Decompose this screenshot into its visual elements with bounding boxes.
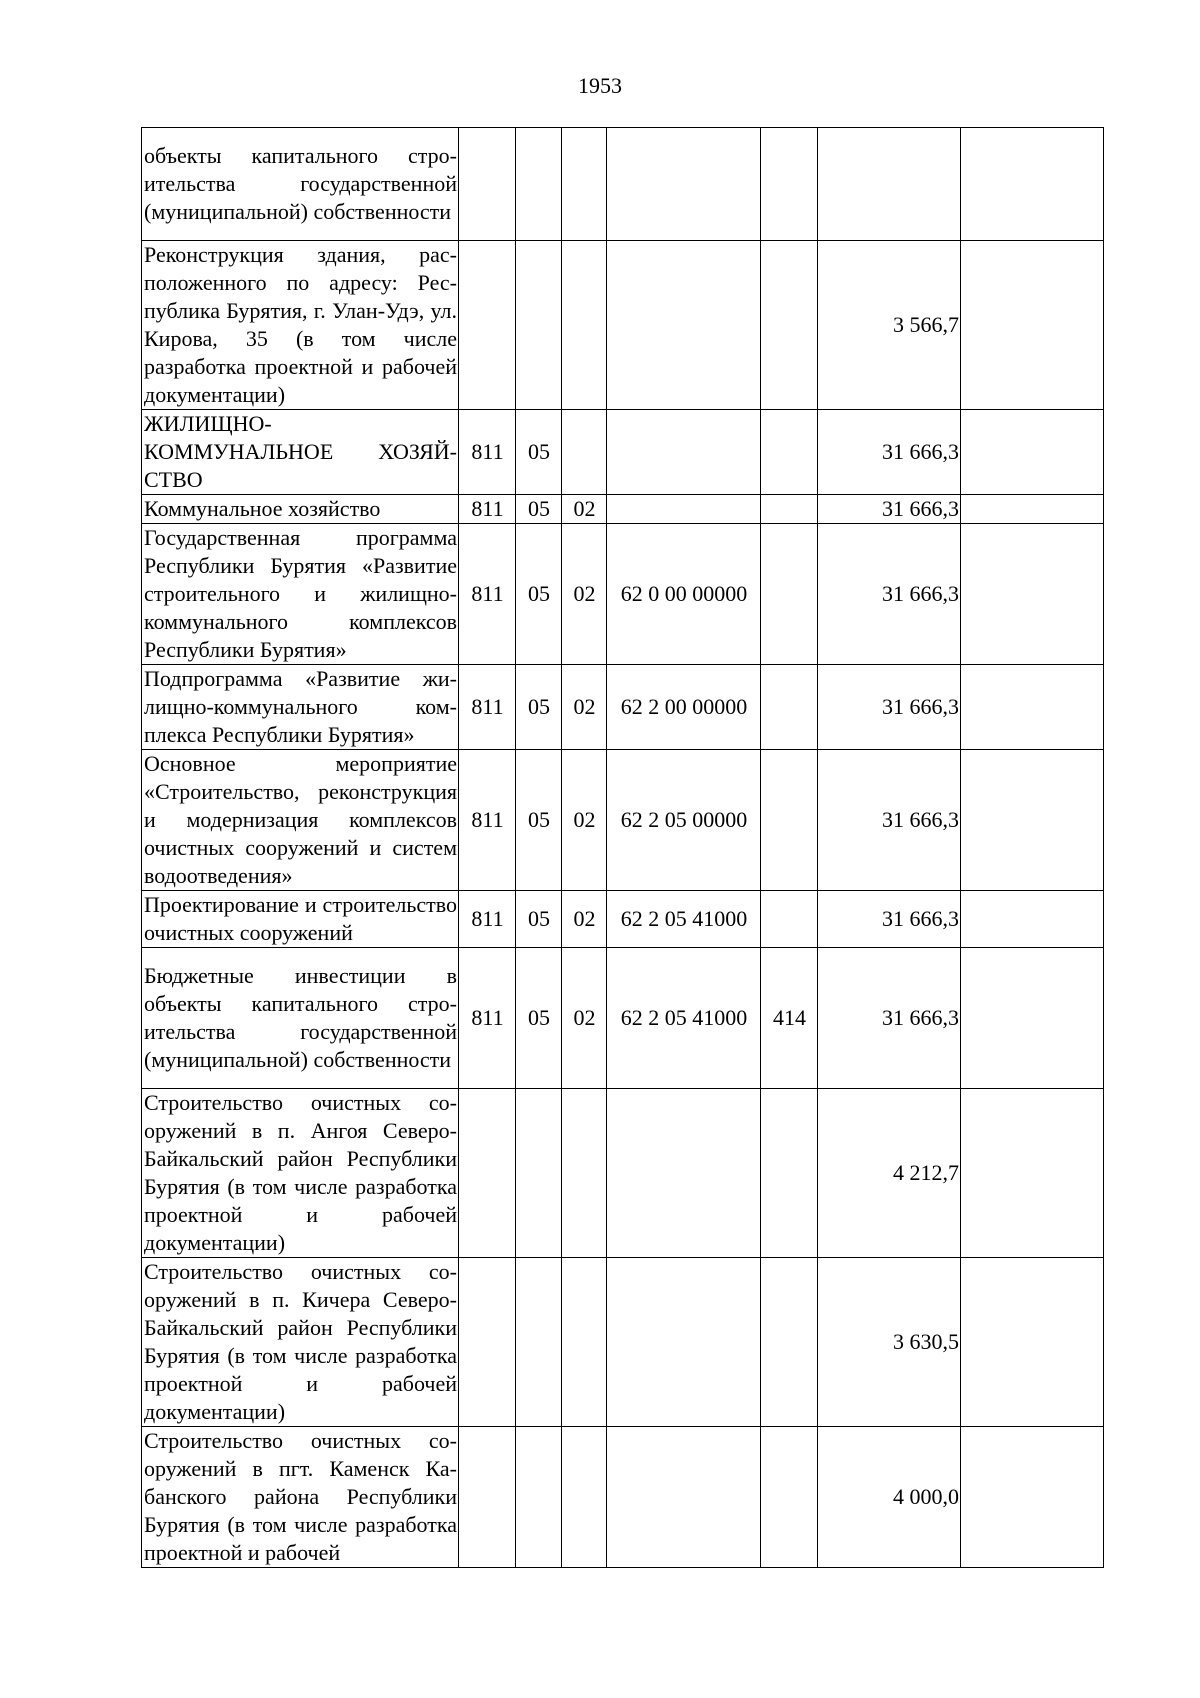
section-code-cell xyxy=(516,1427,562,1568)
section-code-cell: 05 xyxy=(516,495,562,524)
expense-type-cell xyxy=(761,524,818,665)
expense-type-cell xyxy=(761,128,818,241)
table-row xyxy=(142,1427,1104,1568)
table-row xyxy=(142,891,1104,948)
subsection-code-cell xyxy=(562,1427,607,1568)
table-row xyxy=(142,750,1104,891)
extra-amount-cell xyxy=(961,891,1104,948)
amount-cell: 31 666,3 xyxy=(818,750,961,891)
row-name-cell: Строительство очистных сооружений в п. Ангоя Северо-Байкальский район Республики Бурятия (в том числе разработка проектной и рабочей документации) xyxy=(142,1089,459,1258)
extra-amount-cell xyxy=(961,410,1104,495)
table-row xyxy=(142,410,1104,495)
extra-amount-cell xyxy=(961,750,1104,891)
subsection-code-cell xyxy=(562,1089,607,1258)
section-code-cell xyxy=(516,241,562,410)
target-article-cell xyxy=(607,495,761,524)
row-name-cell: Коммунальное хозяйство xyxy=(142,495,459,524)
subsection-code-cell: 02 xyxy=(562,948,607,1089)
subsection-code-cell xyxy=(562,1258,607,1427)
amount-cell: 3 566,7 xyxy=(818,241,961,410)
section-code-cell: 05 xyxy=(516,410,562,495)
amount-cell: 31 666,3 xyxy=(818,665,961,750)
ministry-code-cell: 811 xyxy=(459,524,516,665)
amount-cell xyxy=(818,128,961,241)
amount-cell: 31 666,3 xyxy=(818,495,961,524)
row-name-cell: ЖИЛИЩНО-КОММУНАЛЬНОЕ ХОЗЯЙСТВО xyxy=(142,410,459,495)
target-article-cell: 62 2 05 00000 xyxy=(607,750,761,891)
table-row xyxy=(142,665,1104,750)
row-name-cell: Государственная программа Республики Бурятия «Развитие строительного и жилищно-коммунального комплексов Республики Бурятия» xyxy=(142,524,459,665)
ministry-code-cell xyxy=(459,1258,516,1427)
subsection-code-cell: 02 xyxy=(562,750,607,891)
amount-cell: 4 000,0 xyxy=(818,1427,961,1568)
extra-amount-cell xyxy=(961,128,1104,241)
section-code-cell: 05 xyxy=(516,750,562,891)
table-row xyxy=(142,948,1104,1089)
table-row xyxy=(142,128,1104,241)
row-name-cell: Строительство очистных сооружений в пгт. Каменск Кабанского района Республики Бурятия (в том числе разработка проектной и рабочей xyxy=(142,1427,459,1568)
page-number: 1953 xyxy=(578,73,622,98)
row-name-cell: Подпрограмма «Развитие жилищно-коммунального комплекса Республики Бурятия» xyxy=(142,665,459,750)
section-code-cell: 05 xyxy=(516,665,562,750)
table-row xyxy=(142,1089,1104,1258)
ministry-code-cell xyxy=(459,128,516,241)
expense-type-cell xyxy=(761,1258,818,1427)
extra-amount-cell xyxy=(961,524,1104,665)
expense-type-cell: 414 xyxy=(761,948,818,1089)
amount-cell: 31 666,3 xyxy=(818,891,961,948)
target-article-cell xyxy=(607,241,761,410)
section-code-cell: 05 xyxy=(516,948,562,1089)
expense-type-cell xyxy=(761,410,818,495)
extra-amount-cell xyxy=(961,1258,1104,1427)
target-article-cell xyxy=(607,128,761,241)
extra-amount-cell xyxy=(961,241,1104,410)
target-article-cell xyxy=(607,410,761,495)
table-row xyxy=(142,495,1104,524)
row-name-cell: Проектирование и строительство очистных сооружений xyxy=(142,891,459,948)
subsection-code-cell xyxy=(562,128,607,241)
extra-amount-cell xyxy=(961,495,1104,524)
section-code-cell xyxy=(516,128,562,241)
extra-amount-cell xyxy=(961,665,1104,750)
amount-cell: 3 630,5 xyxy=(818,1258,961,1427)
extra-amount-cell xyxy=(961,1089,1104,1258)
ministry-code-cell: 811 xyxy=(459,750,516,891)
ministry-code-cell: 811 xyxy=(459,891,516,948)
extra-amount-cell xyxy=(961,948,1104,1089)
amount-cell: 31 666,3 xyxy=(818,410,961,495)
ministry-code-cell: 811 xyxy=(459,665,516,750)
row-name-cell: объекты капитального строительства государственной (муниципальной) собственности xyxy=(142,128,459,241)
expense-type-cell xyxy=(761,1089,818,1258)
table-row xyxy=(142,241,1104,410)
budget-table xyxy=(141,127,1104,1568)
table-row xyxy=(142,1258,1104,1427)
target-article-cell xyxy=(607,1258,761,1427)
amount-cell: 31 666,3 xyxy=(818,948,961,1089)
expense-type-cell xyxy=(761,1427,818,1568)
expense-type-cell xyxy=(761,495,818,524)
ministry-code-cell: 811 xyxy=(459,495,516,524)
target-article-cell xyxy=(607,1089,761,1258)
row-name-cell: Реконструкция здания, расположенного по адресу: Республика Бурятия, г. Улан-Удэ, ул. Кирова, 35 (в том числе разработка проектной и рабочей документации) xyxy=(142,241,459,410)
expense-type-cell xyxy=(761,750,818,891)
section-code-cell xyxy=(516,1258,562,1427)
ministry-code-cell xyxy=(459,1427,516,1568)
extra-amount-cell xyxy=(961,1427,1104,1568)
row-name-cell: Бюджетные инвестиции в объекты капитального строительства государственной (муниципальной) собственности xyxy=(142,948,459,1089)
section-code-cell: 05 xyxy=(516,891,562,948)
expense-type-cell xyxy=(761,891,818,948)
subsection-code-cell: 02 xyxy=(562,891,607,948)
expense-type-cell xyxy=(761,665,818,750)
subsection-code-cell xyxy=(562,241,607,410)
ministry-code-cell: 811 xyxy=(459,948,516,1089)
expense-type-cell xyxy=(761,241,818,410)
target-article-cell xyxy=(607,1427,761,1568)
ministry-code-cell xyxy=(459,241,516,410)
subsection-code-cell: 02 xyxy=(562,495,607,524)
target-article-cell: 62 0 00 00000 xyxy=(607,524,761,665)
target-article-cell: 62 2 05 41000 xyxy=(607,948,761,1089)
table-row xyxy=(142,524,1104,665)
row-name-cell: Основное мероприятие «Строительство, реконструкция и модернизация комплексов очистных сооружений и систем водоотведения» xyxy=(142,750,459,891)
target-article-cell: 62 2 05 41000 xyxy=(607,891,761,948)
amount-cell: 4 212,7 xyxy=(818,1089,961,1258)
ministry-code-cell: 811 xyxy=(459,410,516,495)
row-name-cell: Строительство очистных сооружений в п. Кичера Северо-Байкальский район Республики Бурятия (в том числе разработка проектной и рабочей документации) xyxy=(142,1258,459,1427)
table-body xyxy=(142,128,1104,1568)
ministry-code-cell xyxy=(459,1089,516,1258)
amount-cell: 31 666,3 xyxy=(818,524,961,665)
subsection-code-cell: 02 xyxy=(562,665,607,750)
target-article-cell: 62 2 00 00000 xyxy=(607,665,761,750)
section-code-cell: 05 xyxy=(516,524,562,665)
section-code-cell xyxy=(516,1089,562,1258)
subsection-code-cell: 02 xyxy=(562,524,607,665)
subsection-code-cell xyxy=(562,410,607,495)
